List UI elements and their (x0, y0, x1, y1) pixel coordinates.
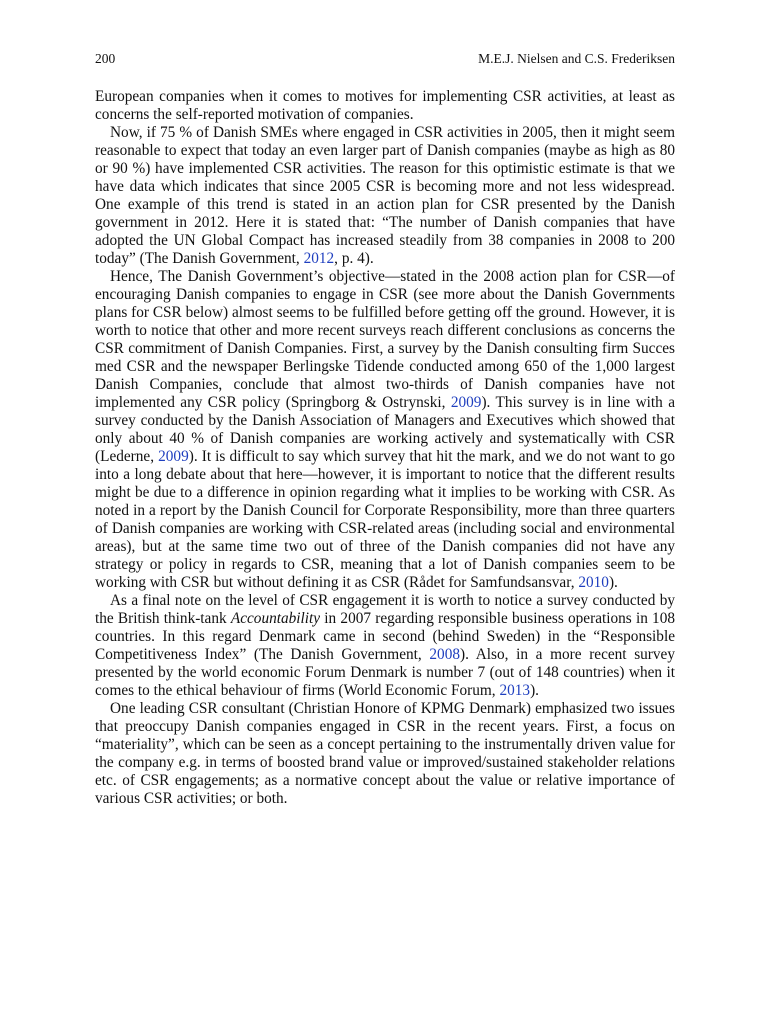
running-head-authors: M.E.J. Nielsen and C.S. Frederiksen (478, 51, 675, 66)
citation-link[interactable]: 2008 (429, 646, 460, 663)
citation-link[interactable]: 2009 (158, 448, 189, 465)
italic-term: Accountability (230, 610, 321, 627)
citation-link[interactable]: 2009 (450, 394, 482, 411)
body-text (95, 88, 675, 808)
paragraph-1: European companies when it comes to motives for implementing CSR activities, at least as concerns the self-reported motivation of companies. (95, 88, 675, 123)
paragraph-2: Now, if 75 % of Danish SMEs where engaged in CSR activities in 2005, then it might seem reasonable to expect that today an even larger part of Danish companies (maybe as high as 80 or 90 %) have implemented CSR activities. The reason for this optimistic estimate is that we have data which indicates that since 2005 CSR is becoming more and not less widespread. One example of this trend is stated in an action plan for CSR presented by the Danish government in 2012. Here it is stated that: “The number of Danish companies that have adopted the UN Global Compact has increased steadily from 38 companies in 2008 to 200 today” (The Danish Government, 2012, p. 4). (95, 124, 675, 267)
running-header (95, 50, 675, 68)
document-page (95, 50, 675, 808)
paragraph-4: As a final note on the level of CSR engagement it is worth to notice a survey conducted by the British think-tank Accountability in 2007 regarding responsible business operations in 108 countries. In this regard Denmark came in second (behind Sweden) in the “Responsible Competitiveness Index” (The Danish Government, 2008). Also, in a more recent survey presented by the world economic Forum Denmark is number 7 (out of 148 countries) when it comes to the ethical behaviour of firms (World Economic Forum, 2013). (95, 592, 676, 699)
paragraph-5: One leading CSR consultant (Christian Honore of KPMG Denmark) emphasized two issues that preoccupy Danish companies engaged in CSR in the recent years. First, a focus on “materiality”, which can be seen as a concept pertaining to the instrumentally driven value for the company e.g. in terms of boosted brand value or improved/sustained stakeholder relations etc. of CSR engagements; as a normative concept about the value or relative importance of various CSR activities; or both. (95, 700, 675, 807)
paragraph-3: Hence, The Danish Government’s objective—stated in the 2008 action plan for CSR—of encouraging Danish companies to engage in CSR (see more about the Danish Governments plans for CSR below) almost seems to be fulfilled before getting off the ground. However, it is worth to notice that other and more recent surveys reach different conclusions as concerns the CSR commitment of Danish Companies. First, a survey by the Danish consulting firm Succes med CSR and the newspaper Berlingske Tidende conducted among 650 of the 1,000 largest Danish Companies, conclude that almost two-thirds of Danish companies have not implemented any CSR policy (Springborg & Ostrynski, 2009). This survey is in line with a survey conducted by the Danish Association of Managers and Executives which showed that only about 40 % of Danish companies are working actively and systematically with CSR (Lederne, 2009). It is difficult to say which survey that hit the mark, and we do not want to go into a long debate about that here—however, it is important to notice that the different results might be due to a difference in opinion regarding what it implies to be working with CSR. As noted in a report by the Danish Council for Corporate Responsibility, more than three quarters of Danish companies are working with CSR-related areas (including social and environmental areas), but at the same time two out of three of the Danish companies did not have any strategy or policy in regards to CSR, meaning that a lot of Danish companies seem to be working with CSR but without defining it as CSR (Rådet for Samfundsansvar, 2010). (95, 268, 675, 591)
citation-link[interactable]: 2012 (303, 250, 335, 267)
page-number: 200 (95, 51, 116, 66)
citation-link[interactable]: 2013 (499, 682, 531, 699)
citation-link[interactable]: 2010 (578, 574, 609, 591)
